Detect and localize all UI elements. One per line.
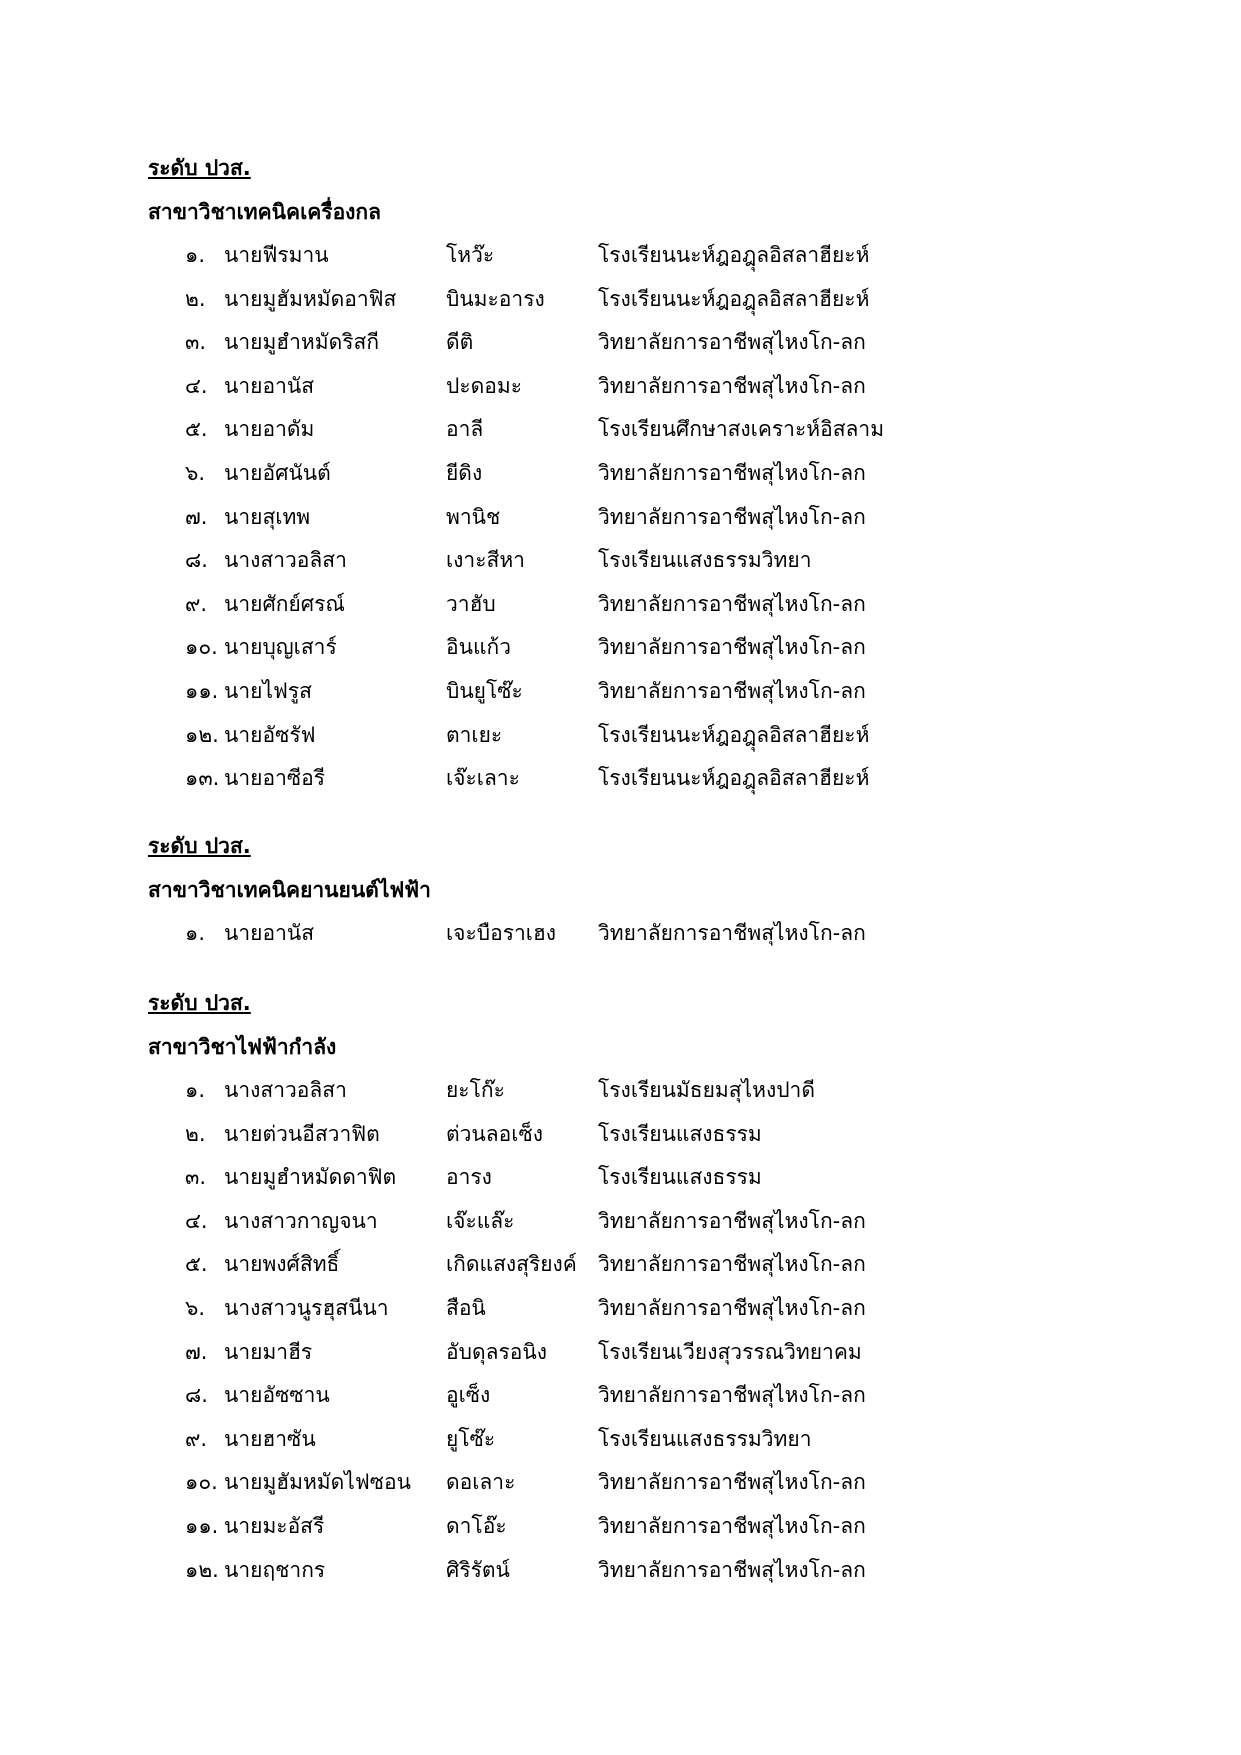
list-item	[148, 321, 1108, 365]
list-item	[148, 234, 1108, 278]
item-number: ๓.	[185, 330, 207, 355]
item-number: ๑๒.	[185, 722, 219, 747]
student-first-name: นายมูฮำหมัดดาฟิต	[224, 1165, 397, 1190]
item-number: ๖.	[185, 1295, 206, 1320]
school-name: วิทยาลัยการอาชีพสุไหงโก-ลก	[598, 591, 866, 616]
list-item	[148, 496, 1108, 540]
student-last-name: ตาเยะ	[446, 722, 503, 747]
school-name: วิทยาลัยการอาชีพสุไหงโก-ลก	[598, 1513, 866, 1538]
section-electric-vehicle-technology	[148, 824, 1108, 956]
item-number: ๘.	[185, 1383, 208, 1408]
student-last-name: ยูโซ๊ะ	[446, 1426, 496, 1451]
school-name: วิทยาลัยการอาชีพสุไหงโก-ลก	[598, 921, 866, 945]
item-number: ๘.	[185, 548, 208, 573]
student-first-name: นายอาดัม	[224, 417, 315, 442]
list-item	[148, 1243, 1108, 1287]
student-first-name: นายมูฮัมหมัดไฟซอน	[224, 1470, 411, 1495]
student-last-name: โหว๊ะ	[446, 243, 495, 267]
student-first-name: นายอัศนันต์	[224, 460, 331, 485]
list-item	[148, 1331, 1108, 1375]
school-name: โรงเรียนแสงธรรม	[598, 1165, 762, 1190]
student-list	[148, 1069, 1108, 1592]
student-first-name: นายอานัส	[224, 921, 315, 945]
item-number: ๗.	[185, 1339, 208, 1364]
student-first-name: นางสาวนูรฮุสนีนา	[224, 1295, 389, 1320]
student-last-name: บินยูโซ๊ะ	[446, 678, 523, 703]
list-item	[148, 365, 1108, 409]
student-first-name: นางสาวกาญจนา	[224, 1208, 378, 1233]
list-item	[148, 757, 1108, 801]
level-heading: ระดับ ปวส.	[148, 156, 251, 180]
list-item	[148, 1113, 1108, 1157]
student-last-name: เจะบือราเฮง	[446, 921, 557, 945]
school-name: โรงเรียนมัธยมสุไหงปาดี	[598, 1078, 815, 1102]
student-last-name: อับดุลรอนิง	[446, 1339, 547, 1364]
item-number: ๒.	[185, 286, 206, 311]
list-item	[148, 1374, 1108, 1418]
list-item	[148, 1461, 1108, 1505]
item-number: ๙.	[185, 1426, 208, 1451]
student-last-name: ศิริรัตน์	[446, 1557, 510, 1582]
school-name: วิทยาลัยการอาชีพสุไหงโก-ลก	[598, 1383, 866, 1408]
item-number: ๒.	[185, 1121, 206, 1146]
student-list	[148, 234, 1108, 801]
student-last-name: อาลี	[446, 417, 484, 442]
school-name: โรงเรียนนะห์ฎอฎุลอิสลาฮียะห์	[598, 243, 870, 267]
item-number: ๔.	[185, 373, 208, 398]
school-name: โรงเรียนแสงธรรมวิทยา	[598, 548, 812, 573]
student-first-name: นายฟีรมาน	[224, 243, 329, 267]
student-first-name: นางสาวอลิสา	[224, 1078, 347, 1102]
list-item	[148, 539, 1108, 583]
school-name: วิทยาลัยการอาชีพสุไหงโก-ลก	[598, 1470, 866, 1495]
school-name: โรงเรียนแสงธรรม	[598, 1121, 762, 1146]
school-name: วิทยาลัยการอาชีพสุไหงโก-ลก	[598, 635, 866, 660]
student-first-name: นายอัซรัฟ	[224, 722, 316, 747]
student-first-name: นายสุเทพ	[224, 504, 311, 529]
student-first-name: นายฮาซัน	[224, 1426, 316, 1451]
student-first-name: นายมูฮัมหมัดอาฟิส	[224, 286, 397, 311]
school-name: วิทยาลัยการอาชีพสุไหงโก-ลก	[598, 1295, 866, 1320]
school-name: โรงเรียนนะห์ฎอฎุลอิสลาฮียะห์	[598, 286, 870, 311]
item-number: ๖.	[185, 460, 206, 485]
student-last-name: ดีติ	[446, 330, 474, 355]
list-item	[148, 408, 1108, 452]
list-item	[148, 452, 1108, 496]
item-number: ๑๓.	[185, 766, 220, 791]
student-first-name: นายอานัส	[224, 373, 315, 398]
student-first-name: นายอาซีอรี	[224, 766, 326, 791]
student-last-name: อูเซ็ง	[446, 1383, 491, 1408]
student-last-name: ต่วนลอเซ็ง	[446, 1121, 543, 1146]
item-number: ๓.	[185, 1165, 207, 1190]
school-name: วิทยาลัยการอาชีพสุไหงโก-ลก	[598, 373, 866, 398]
student-last-name: เงาะสีหา	[446, 548, 525, 573]
student-first-name: นางสาวอลิสา	[224, 548, 347, 573]
level-heading: ระดับ ปวส.	[148, 991, 251, 1015]
list-item	[148, 1287, 1108, 1331]
student-first-name: นายอัซซาน	[224, 1383, 330, 1408]
item-number: ๑.	[185, 1078, 206, 1102]
list-item	[148, 626, 1108, 670]
school-name: โรงเรียนศึกษาสงเคราะห์อิสลาม	[598, 417, 885, 442]
branch-heading: สาขาวิชาเทคนิคเครื่องกล	[148, 200, 382, 224]
student-last-name: สือนิ	[446, 1295, 486, 1320]
student-last-name: ดอเลาะ	[446, 1470, 516, 1495]
level-heading: ระดับ ปวส.	[148, 834, 251, 858]
student-last-name: เจ๊ะแล๊ะ	[446, 1208, 515, 1233]
student-last-name: ปะดอมะ	[446, 373, 522, 398]
student-first-name: นายต่วนอีสวาฟิต	[224, 1121, 380, 1146]
student-last-name: วาฮับ	[446, 591, 496, 616]
list-item	[148, 912, 1108, 956]
item-number: ๙.	[185, 591, 208, 616]
item-number: ๔.	[185, 1208, 208, 1233]
item-number: ๑๐.	[185, 1470, 218, 1495]
item-number: ๑๒.	[185, 1557, 219, 1582]
student-first-name: นายมาฮีร	[224, 1339, 313, 1364]
item-number: ๕.	[185, 417, 208, 442]
item-number: ๑.	[185, 921, 206, 945]
student-first-name: นายพงศ์สิทธิ์	[224, 1252, 340, 1277]
branch-heading: สาขาวิชาไฟฟ้ากำลัง	[148, 1035, 337, 1059]
student-last-name: บินมะอารง	[446, 286, 545, 311]
school-name: โรงเรียนแสงธรรมวิทยา	[598, 1426, 812, 1451]
student-first-name: นายมะอัสรี	[224, 1513, 325, 1538]
school-name: วิทยาลัยการอาชีพสุไหงโก-ลก	[598, 1557, 866, 1582]
item-number: ๑๐.	[185, 635, 218, 660]
list-item	[148, 714, 1108, 758]
branch-heading: สาขาวิชาเทคนิคยานยนต์ไฟฟ้า	[148, 878, 431, 902]
list-item	[148, 1200, 1108, 1244]
list-item	[148, 1069, 1108, 1113]
list-item	[148, 583, 1108, 627]
student-last-name: ยีดิง	[446, 460, 483, 485]
student-last-name: อารง	[446, 1165, 492, 1190]
school-name: วิทยาลัยการอาชีพสุไหงโก-ลก	[598, 678, 866, 703]
student-first-name: นายมูฮำหมัดริสกี	[224, 330, 380, 355]
student-first-name: นายไฟรูส	[224, 678, 312, 703]
student-first-name: นายบุญเสาร์	[224, 635, 337, 660]
school-name: โรงเรียนเวียงสุวรรณวิทยาคม	[598, 1339, 862, 1364]
school-name: วิทยาลัยการอาชีพสุไหงโก-ลก	[598, 1208, 866, 1233]
section-mechanical-technology	[148, 146, 1108, 801]
student-first-name: นายศักย์ศรณ์	[224, 591, 345, 616]
item-number: ๑๑.	[185, 1513, 219, 1538]
school-name: โรงเรียนนะห์ฎอฎุลอิสลาฮียะห์	[598, 722, 870, 747]
list-item	[148, 1418, 1108, 1462]
section-electrical-power	[148, 981, 1108, 1592]
item-number: ๑๑.	[185, 678, 219, 703]
school-name: วิทยาลัยการอาชีพสุไหงโก-ลก	[598, 1252, 866, 1277]
school-name: วิทยาลัยการอาชีพสุไหงโก-ลก	[598, 330, 866, 355]
school-name: วิทยาลัยการอาชีพสุไหงโก-ลก	[598, 504, 866, 529]
list-item	[148, 278, 1108, 322]
list-item	[148, 1156, 1108, 1200]
student-last-name: ดาโอ๊ะ	[446, 1513, 507, 1538]
school-name: วิทยาลัยการอาชีพสุไหงโก-ลก	[598, 460, 866, 485]
list-item	[148, 1505, 1108, 1549]
school-name: โรงเรียนนะห์ฎอฎุลอิสลาฮียะห์	[598, 766, 870, 791]
student-last-name: เกิดแสงสุริยงค์	[446, 1252, 577, 1277]
student-last-name: อินแก้ว	[446, 635, 512, 660]
student-last-name: พานิช	[446, 504, 501, 529]
item-number: ๗.	[185, 504, 208, 529]
student-list	[148, 912, 1108, 956]
item-number: ๑.	[185, 243, 206, 267]
student-first-name: นายฤชากร	[224, 1557, 326, 1582]
student-last-name: เจ๊ะเลาะ	[446, 766, 520, 791]
list-item	[148, 670, 1108, 714]
student-last-name: ยะโก๊ะ	[446, 1078, 505, 1102]
item-number: ๕.	[185, 1252, 208, 1277]
list-item	[148, 1549, 1108, 1593]
